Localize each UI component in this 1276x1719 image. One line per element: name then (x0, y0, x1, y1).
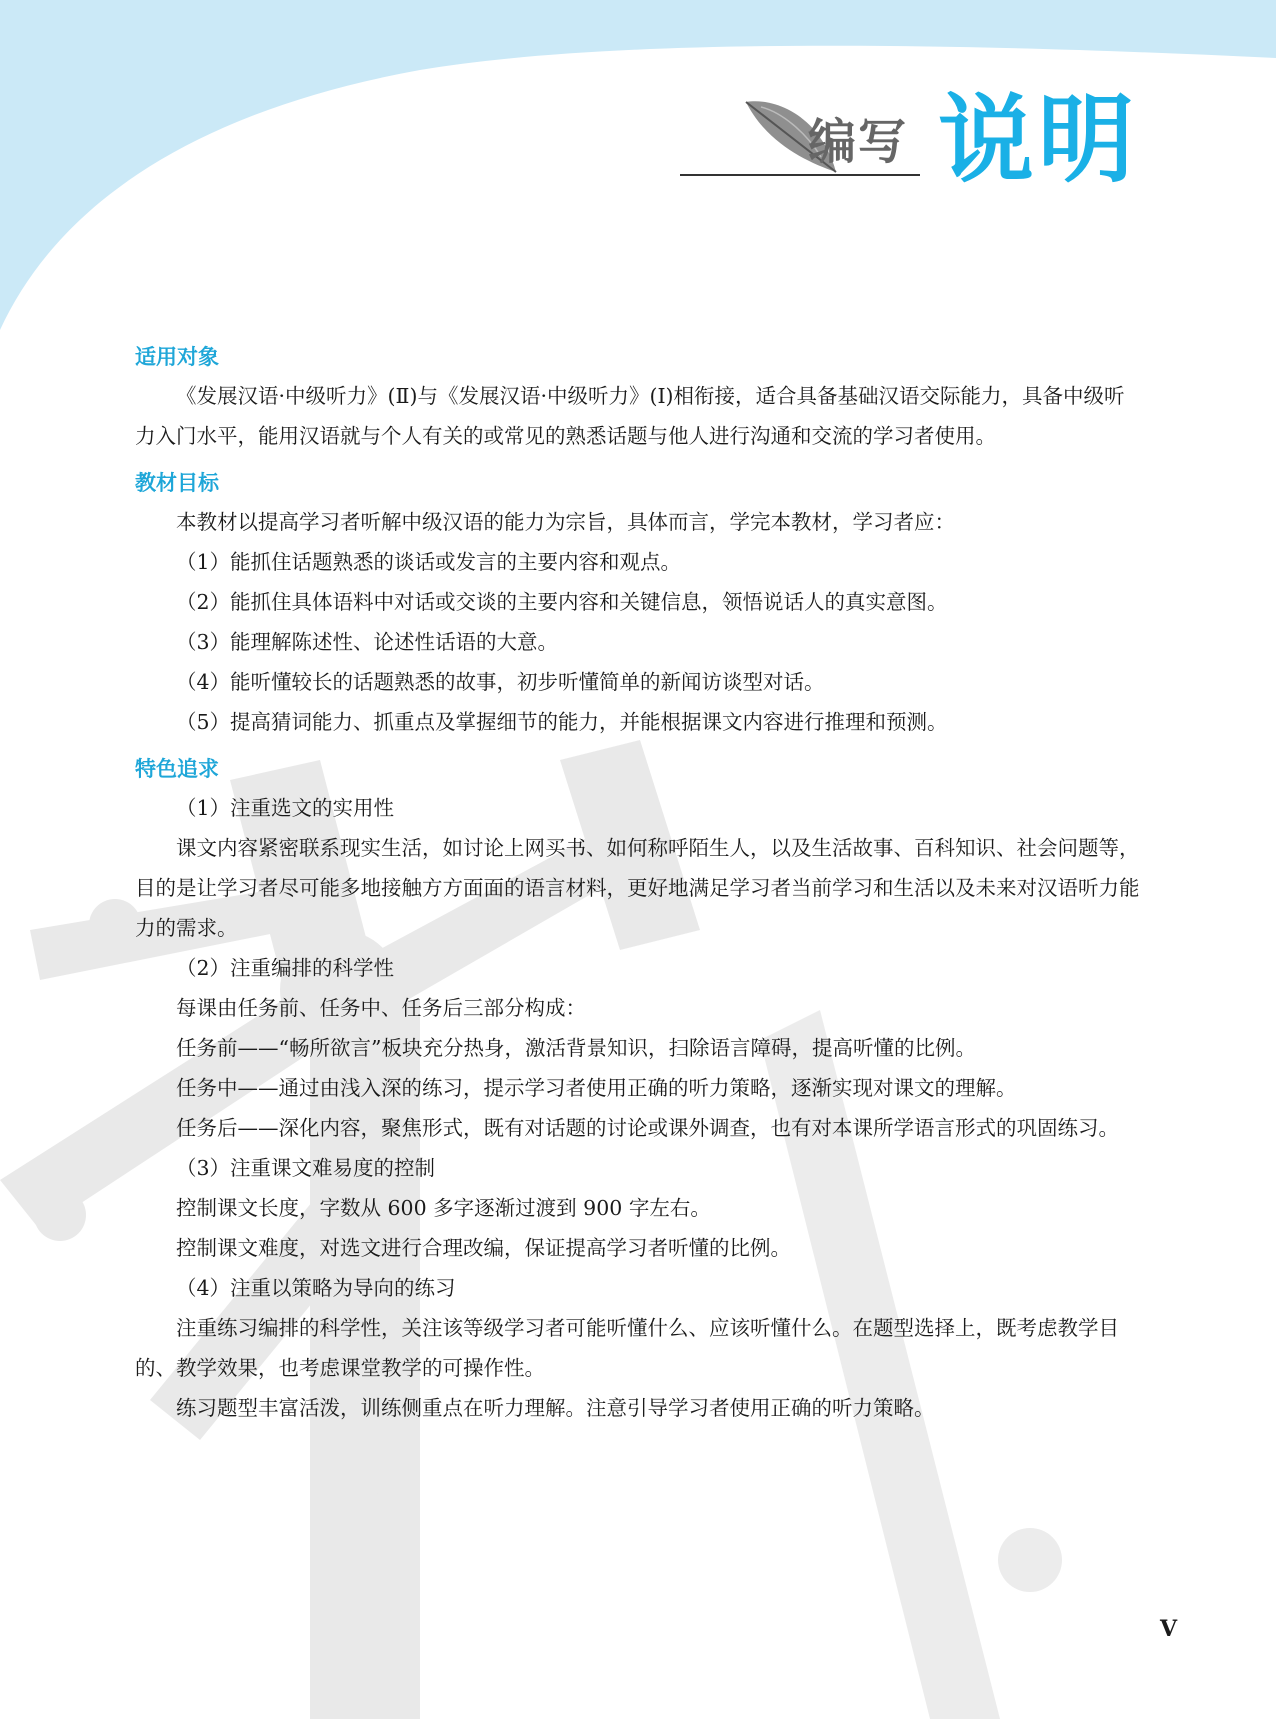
subheading: （4）注重以策略为导向的练习 (176, 1276, 456, 1300)
page-heading (680, 84, 1150, 202)
paragraph: 控制课文长度，字数从 600 多字逐渐过渡到 900 字左右。 (176, 1196, 711, 1220)
heading-big-word: 说明 (938, 84, 1138, 196)
list-item: （4）能听懂较长的话题熟悉的故事，初步听懂简单的新闻访谈型对话。 (176, 670, 825, 694)
paragraph: 控制课文难度，对选文进行合理改编，保证提高学习者听懂的比例。 (176, 1236, 791, 1260)
section-title-goals: 教材目标 (135, 471, 219, 495)
paragraph: 注重练习编排的科学性，关注该等级学习者可能听懂什么、应该听懂什么。在题型选择上，既考虑教学目的、教学效果，也考虑课堂教学的可操作性。 (135, 1316, 1119, 1380)
paragraph: 任务前——“畅所欲言”板块充分热身，激活背景知识，扫除语言障碍，提高听懂的比例。 (176, 1036, 976, 1060)
section-title-audience: 适用对象 (135, 345, 219, 369)
paragraph: 任务后——深化内容，聚焦形式，既有对话题的讨论或课外调查，也有对本课所学语言形式的巩固练习。 (176, 1116, 1119, 1140)
paragraph: 本教材以提高学习者听解中级汉语的能力为宗旨，具体而言，学完本教材，学习者应： (176, 510, 955, 534)
heading-small-word: 编写 (808, 114, 909, 170)
subheading: （3）注重课文难易度的控制 (176, 1156, 436, 1180)
paragraph: 练习题型丰富活泼，训练侧重点在听力理解。注意引导学习者使用正确的听力策略。 (176, 1396, 935, 1420)
list-item: （5）提高猜词能力、抓重点及掌握细节的能力，并能根据课文内容进行推理和预测。 (176, 710, 948, 734)
document-body (135, 338, 1145, 1428)
list-item: （3）能理解陈述性、论述性话语的大意。 (176, 630, 559, 654)
section-title-features: 特色追求 (135, 757, 219, 781)
list-item: （2）能抓住具体语料中对话或交谈的主要内容和关键信息，领悟说话人的真实意图。 (176, 590, 948, 614)
page-number: V (1160, 1616, 1178, 1642)
paragraph: 任务中——通过由浅入深的练习，提示学习者使用正确的听力策略，逐渐实现对课文的理解。 (176, 1076, 1017, 1100)
paragraph: 课文内容紧密联系现实生活，如讨论上网买书、如何称呼陌生人，以及生活故事、百科知识、社会问题等，目的是让学习者尽可能多地接触方方面面的语言材料，更好地满足学习者当前学习和生活以及未来对汉语听力能力的需求。 (135, 836, 1140, 940)
subheading: （2）注重编排的科学性 (176, 956, 395, 980)
list-item: （1）能抓住话题熟悉的谈话或发言的主要内容和观点。 (176, 550, 682, 574)
paragraph: 《发展汉语·中级听力》(Ⅱ)与《发展汉语·中级听力》(Ⅰ)相衔接，适合具备基础汉语交际能力，具备中级听力入门水平，能用汉语就与个人有关的或常见的熟悉话题与他人进行沟通和交流的学习者使用。 (135, 384, 1125, 448)
paragraph: 每课由任务前、任务中、任务后三部分构成： (176, 996, 586, 1020)
subheading: （1）注重选文的实用性 (176, 796, 395, 820)
